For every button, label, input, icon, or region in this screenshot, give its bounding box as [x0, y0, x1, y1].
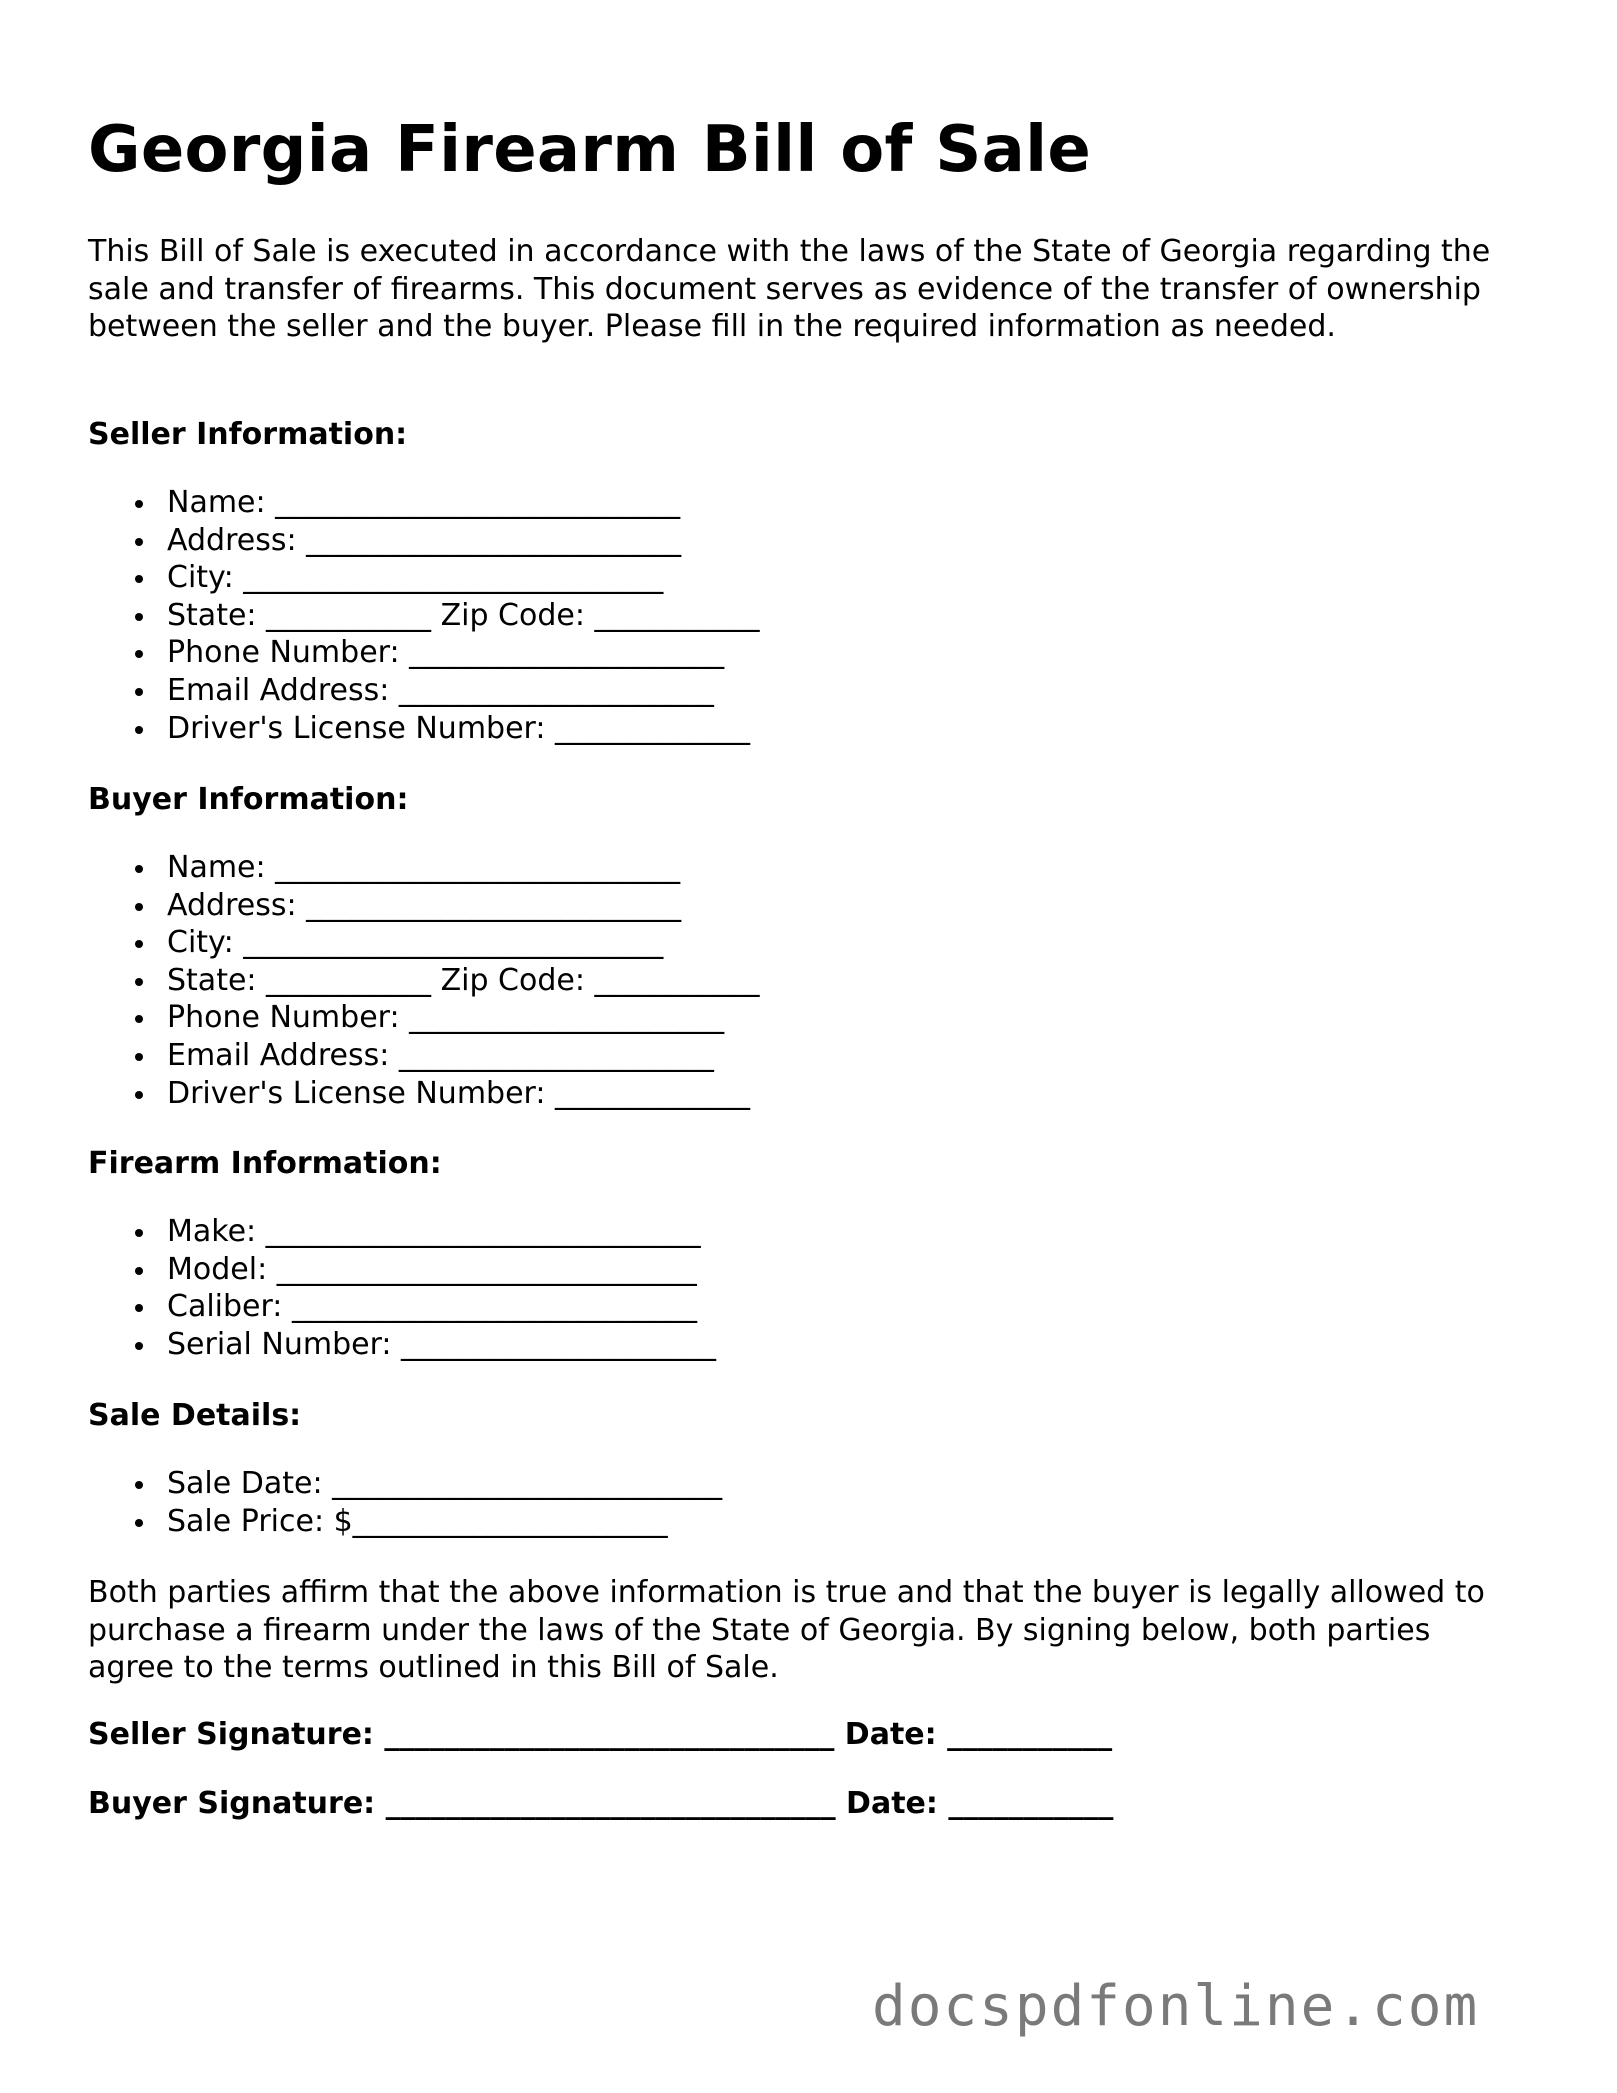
seller-address-field[interactable]: Address: _________________________	[88, 522, 760, 560]
seller-license-field[interactable]: Driver's License Number: _____________	[88, 710, 760, 748]
seller-name-field[interactable]: Name: ___________________________	[88, 484, 760, 522]
seller-phone-field[interactable]: Phone Number: _____________________	[88, 634, 760, 672]
seller-state-zip-field[interactable]: State: ___________ Zip Code: ___________	[88, 597, 760, 635]
sale-field-list	[88, 1465, 722, 1540]
buyer-heading: Buyer Information:	[88, 782, 409, 817]
sale-heading: Sale Details:	[88, 1398, 302, 1433]
seller-city-field[interactable]: City: ____________________________	[88, 559, 760, 597]
firearm-make-field[interactable]: Make: _____________________________	[88, 1213, 716, 1251]
firearm-caliber-field[interactable]: Caliber: ___________________________	[88, 1288, 716, 1326]
sale-price-field[interactable]: Sale Price: $_____________________	[88, 1503, 722, 1541]
firearm-heading: Firearm Information:	[88, 1146, 442, 1181]
seller-field-list	[88, 484, 760, 747]
buyer-phone-field[interactable]: Phone Number: _____________________	[88, 999, 760, 1037]
buyer-signature-line[interactable]: Buyer Signature: ______________________________ Date: ___________	[88, 1786, 1114, 1821]
firearm-model-field[interactable]: Model: ____________________________	[88, 1251, 716, 1289]
buyer-email-field[interactable]: Email Address: _____________________	[88, 1037, 760, 1075]
buyer-city-field[interactable]: City: ____________________________	[88, 924, 760, 962]
watermark-text: docspdfonline.com	[872, 1974, 1480, 2039]
buyer-license-field[interactable]: Driver's License Number: _____________	[88, 1075, 760, 1113]
buyer-state-zip-field[interactable]: State: ___________ Zip Code: ___________	[88, 962, 760, 1000]
intro-paragraph: This Bill of Sale is executed in accordance with the laws of the State of Georgia regarding the sale and transfer of firearms. This document serves as evidence of the transfer of ownership between the seller and the buyer. Please fill in the required information as needed.	[88, 234, 1491, 344]
document-title: Georgia Firearm Bill of Sale	[88, 113, 1092, 187]
buyer-name-field[interactable]: Name: ___________________________	[88, 849, 760, 887]
buyer-field-list	[88, 849, 760, 1112]
seller-heading: Seller Information:	[88, 417, 408, 452]
firearm-field-list	[88, 1213, 716, 1363]
affirmation-paragraph: Both parties affirm that the above information is true and that the buyer is legally allowed to purchase a firearm under the laws of the State of Georgia. By signing below, both parties agree to the terms outlined in this Bill of Sale.	[88, 1575, 1485, 1685]
seller-signature-line[interactable]: Seller Signature: ______________________________ Date: ___________	[88, 1717, 1113, 1752]
seller-email-field[interactable]: Email Address: _____________________	[88, 672, 760, 710]
firearm-serial-field[interactable]: Serial Number: _____________________	[88, 1326, 716, 1364]
buyer-address-field[interactable]: Address: _________________________	[88, 887, 760, 925]
sale-date-field[interactable]: Sale Date: __________________________	[88, 1465, 722, 1503]
